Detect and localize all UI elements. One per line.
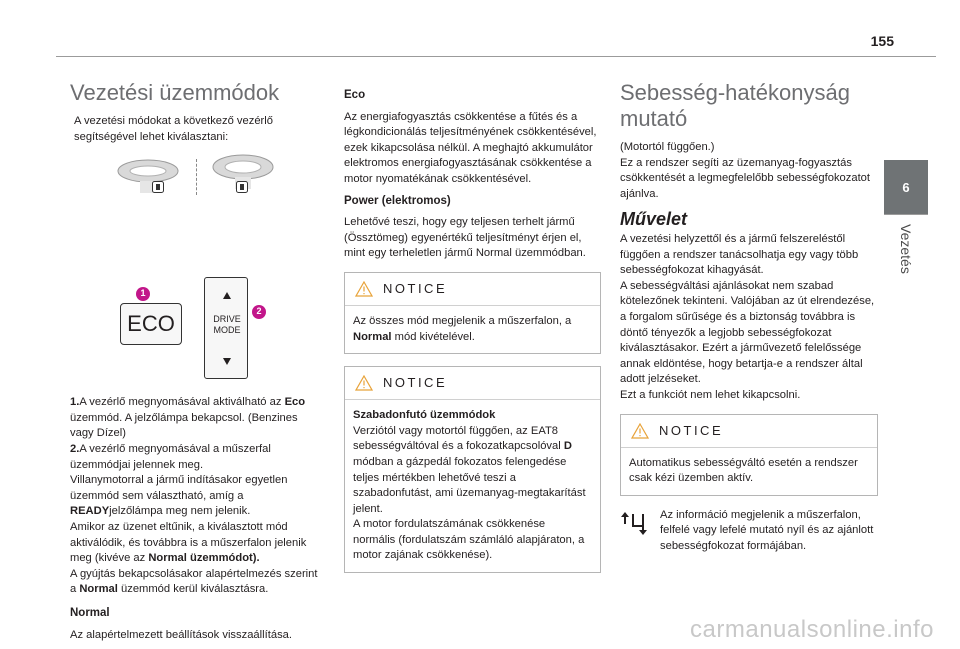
- chapter-tab[interactable]: [884, 160, 928, 214]
- indicator-lamp-left-icon: [152, 181, 164, 193]
- operation-p3: Ezt a funkciót nem lehet kikapcsolni.: [620, 388, 801, 401]
- steering-wheel-left-icon: [116, 157, 180, 193]
- default-text-a: A gyújtás bekapcsolásakor alapértelmezés szerint a: [70, 567, 318, 596]
- notice-body: [345, 400, 600, 572]
- warning-triangle-icon: [355, 375, 373, 391]
- eco-heading: Eco: [344, 89, 366, 101]
- notice-header: [345, 273, 600, 306]
- step-1-text: [70, 395, 324, 598]
- freewheel-d: D: [563, 440, 572, 453]
- column-driving-modes: [70, 80, 324, 649]
- ev-ready: READY: [70, 505, 110, 518]
- message-normal: Normal üzemmódot).: [148, 552, 260, 565]
- freewheel-text-1: Verziótól vagy motortól függően, az EAT8 sebességváltóval és a fokozatkapcsolóval: [353, 424, 564, 453]
- intro-text: A vezetési módokat a következő vezérlő segítségével lehet kiválasztani:: [74, 115, 273, 143]
- drive-mode-button[interactable]: [204, 277, 248, 379]
- eco-text: Az energiafogyasztás csökkentése a fűtés és a légkondicionálás teljesítményének csökkentésével, ezek kikapcsolása nélkül. A meghajtó akkumulátor elektromos energiafogyasztásának csökkentése a motor nyomatékának csökkentésével.: [344, 110, 597, 185]
- notice-header: [621, 415, 877, 448]
- speed-p1: (Motortól függően.): [620, 141, 715, 153]
- freewheel-text-3: A motor fordulatszámának csökkenése normális (fordulatszám számláló alapjáraton, a motor zajának csökkenése).: [353, 518, 585, 562]
- drive-label-line2: MODE: [213, 325, 241, 336]
- operation-title: Művelet: [620, 209, 688, 230]
- freewheel-heading: Szabadonfutó üzemmódok: [353, 409, 496, 422]
- divider-dashed: [196, 159, 197, 195]
- notice-label: NOTICE: [383, 375, 448, 391]
- notice-box-modes: [344, 272, 601, 354]
- step-1-c: üzemmód. A jelzőlámpa bekapcsol. (Benzines vagy Dízel): [70, 411, 298, 440]
- drive-mode-label: [205, 314, 249, 336]
- gear-text: Az információ megjelenik a műszerfalon, felfelé vagy lefelé mutató nyíl és az ajánlott sebességfokozat formájában.: [660, 508, 874, 552]
- operation-p1: A vezetési helyzettől és a jármű felszereléstől függően a rendszer tanácsolhatja egy vagy több sebességfokozat kihagyását.: [620, 232, 859, 277]
- speed-p2: Ez a rendszer segíti az üzemanyag-fogyasztás csökkentését a legmegfelelőbb sebességfokozatot ajánlva.: [620, 156, 871, 200]
- notice1-normal: Normal: [353, 330, 392, 343]
- notice-label: NOTICE: [383, 281, 448, 297]
- normal-text: Az alapértelmezett beállítások visszaállítása.: [70, 628, 292, 641]
- notice-body: Automatikus sebességváltó esetén a rendszer csak kézi üzemben aktív.: [629, 456, 858, 485]
- warning-triangle-icon: [631, 423, 649, 439]
- arrow-up-icon: [223, 292, 231, 299]
- default-normal: Normal: [79, 583, 118, 596]
- step-2-a: A vezérlő megnyomásával a műszerfal üzemmódjai jelennek meg.: [70, 442, 271, 471]
- notice-header: [345, 367, 600, 400]
- section-title-speed-efficiency: Sebesség-hatékonyság mutató: [620, 80, 850, 131]
- top-rule: [56, 56, 936, 57]
- normal-heading: Normal: [70, 606, 110, 619]
- indicator-lamp-right-icon: [236, 181, 248, 193]
- operation-p2: A sebességváltási ajánlásokat nem szabad kötelezőnek tekinteni. Valójában az út elrendezése, a forgalom sűrűsége és a biztonság továbbra is döntő tényezők a legjobb sebességfokozat kiválasztásakor. Ezért a járművezető felelőssége annak eldöntése, hogy betartja-e a rendszer által adott jelzéseket.: [620, 279, 875, 386]
- notice-box-freewheel: [344, 366, 601, 573]
- power-text: Lehetővé teszi, hogy egy teljesen terhelt jármű (Össztömeg) egyenértékű teljesítményt érjen el, mint egy terheletlen jármű Normal üzemmódban.: [344, 216, 586, 260]
- ev-text-a: Villanymotorral a jármű indításakor egyetlen üzemmód sem választható, amíg a: [70, 474, 288, 502]
- section-title-driving-modes: Vezetési üzemmódok: [70, 80, 280, 105]
- notice-body: [345, 306, 600, 353]
- step-1-eco: Eco: [284, 396, 306, 409]
- eco-button[interactable]: ECO: [120, 303, 182, 345]
- default-text-c: üzemmód kerül kiválasztásra.: [117, 583, 269, 596]
- drive-mode-illustration: [70, 153, 324, 343]
- chapter-title: Vezetés: [898, 224, 914, 274]
- step-2-number: 2.: [70, 442, 80, 455]
- column-modes: [344, 86, 601, 585]
- notice1-a: Az összes mód megjelenik a műszerfalon, a: [353, 314, 572, 327]
- freewheel-text-2: módban a gázpedál fokozatos felengedése teljes mértékben lehetővé teszi a szabadonfutást, ami üzemanyag-megtakarítást jelent.: [353, 455, 586, 515]
- operation-text: [620, 232, 878, 404]
- page-number: 155: [870, 33, 894, 49]
- warning-triangle-icon: [355, 281, 373, 297]
- gear-shift-indicator-icon: [620, 508, 650, 536]
- ev-text-c: jelzőlámpa meg nem jelenik.: [109, 505, 251, 518]
- notice-label: NOTICE: [659, 422, 724, 438]
- gear-indicator-row: [620, 508, 878, 561]
- chapter-number: 6: [902, 179, 910, 195]
- speed-intro: [620, 140, 878, 202]
- notice1-c: mód kivételével.: [391, 330, 475, 343]
- drive-label-line1: DRIVE: [213, 314, 241, 325]
- callout-badge-2: 2: [252, 305, 266, 319]
- message-text-a: Amikor az üzenet eltűnik, a kiválasztott mód aktiválódik, és továbbra is a műszerfalon jelenik meg (kivéve az: [70, 520, 307, 565]
- step-1-a: A vezérlő megnyomásával aktiválható az: [79, 396, 285, 409]
- power-heading: Power (elektromos): [344, 194, 451, 207]
- callout-badge-1: 1: [136, 287, 150, 301]
- notice-box-automatic: [620, 414, 878, 496]
- step-1-number: 1.: [70, 396, 80, 409]
- watermark: carmanualsonline.info: [690, 616, 934, 643]
- column-speed-efficiency: [620, 80, 878, 560]
- arrow-down-icon: [223, 358, 231, 365]
